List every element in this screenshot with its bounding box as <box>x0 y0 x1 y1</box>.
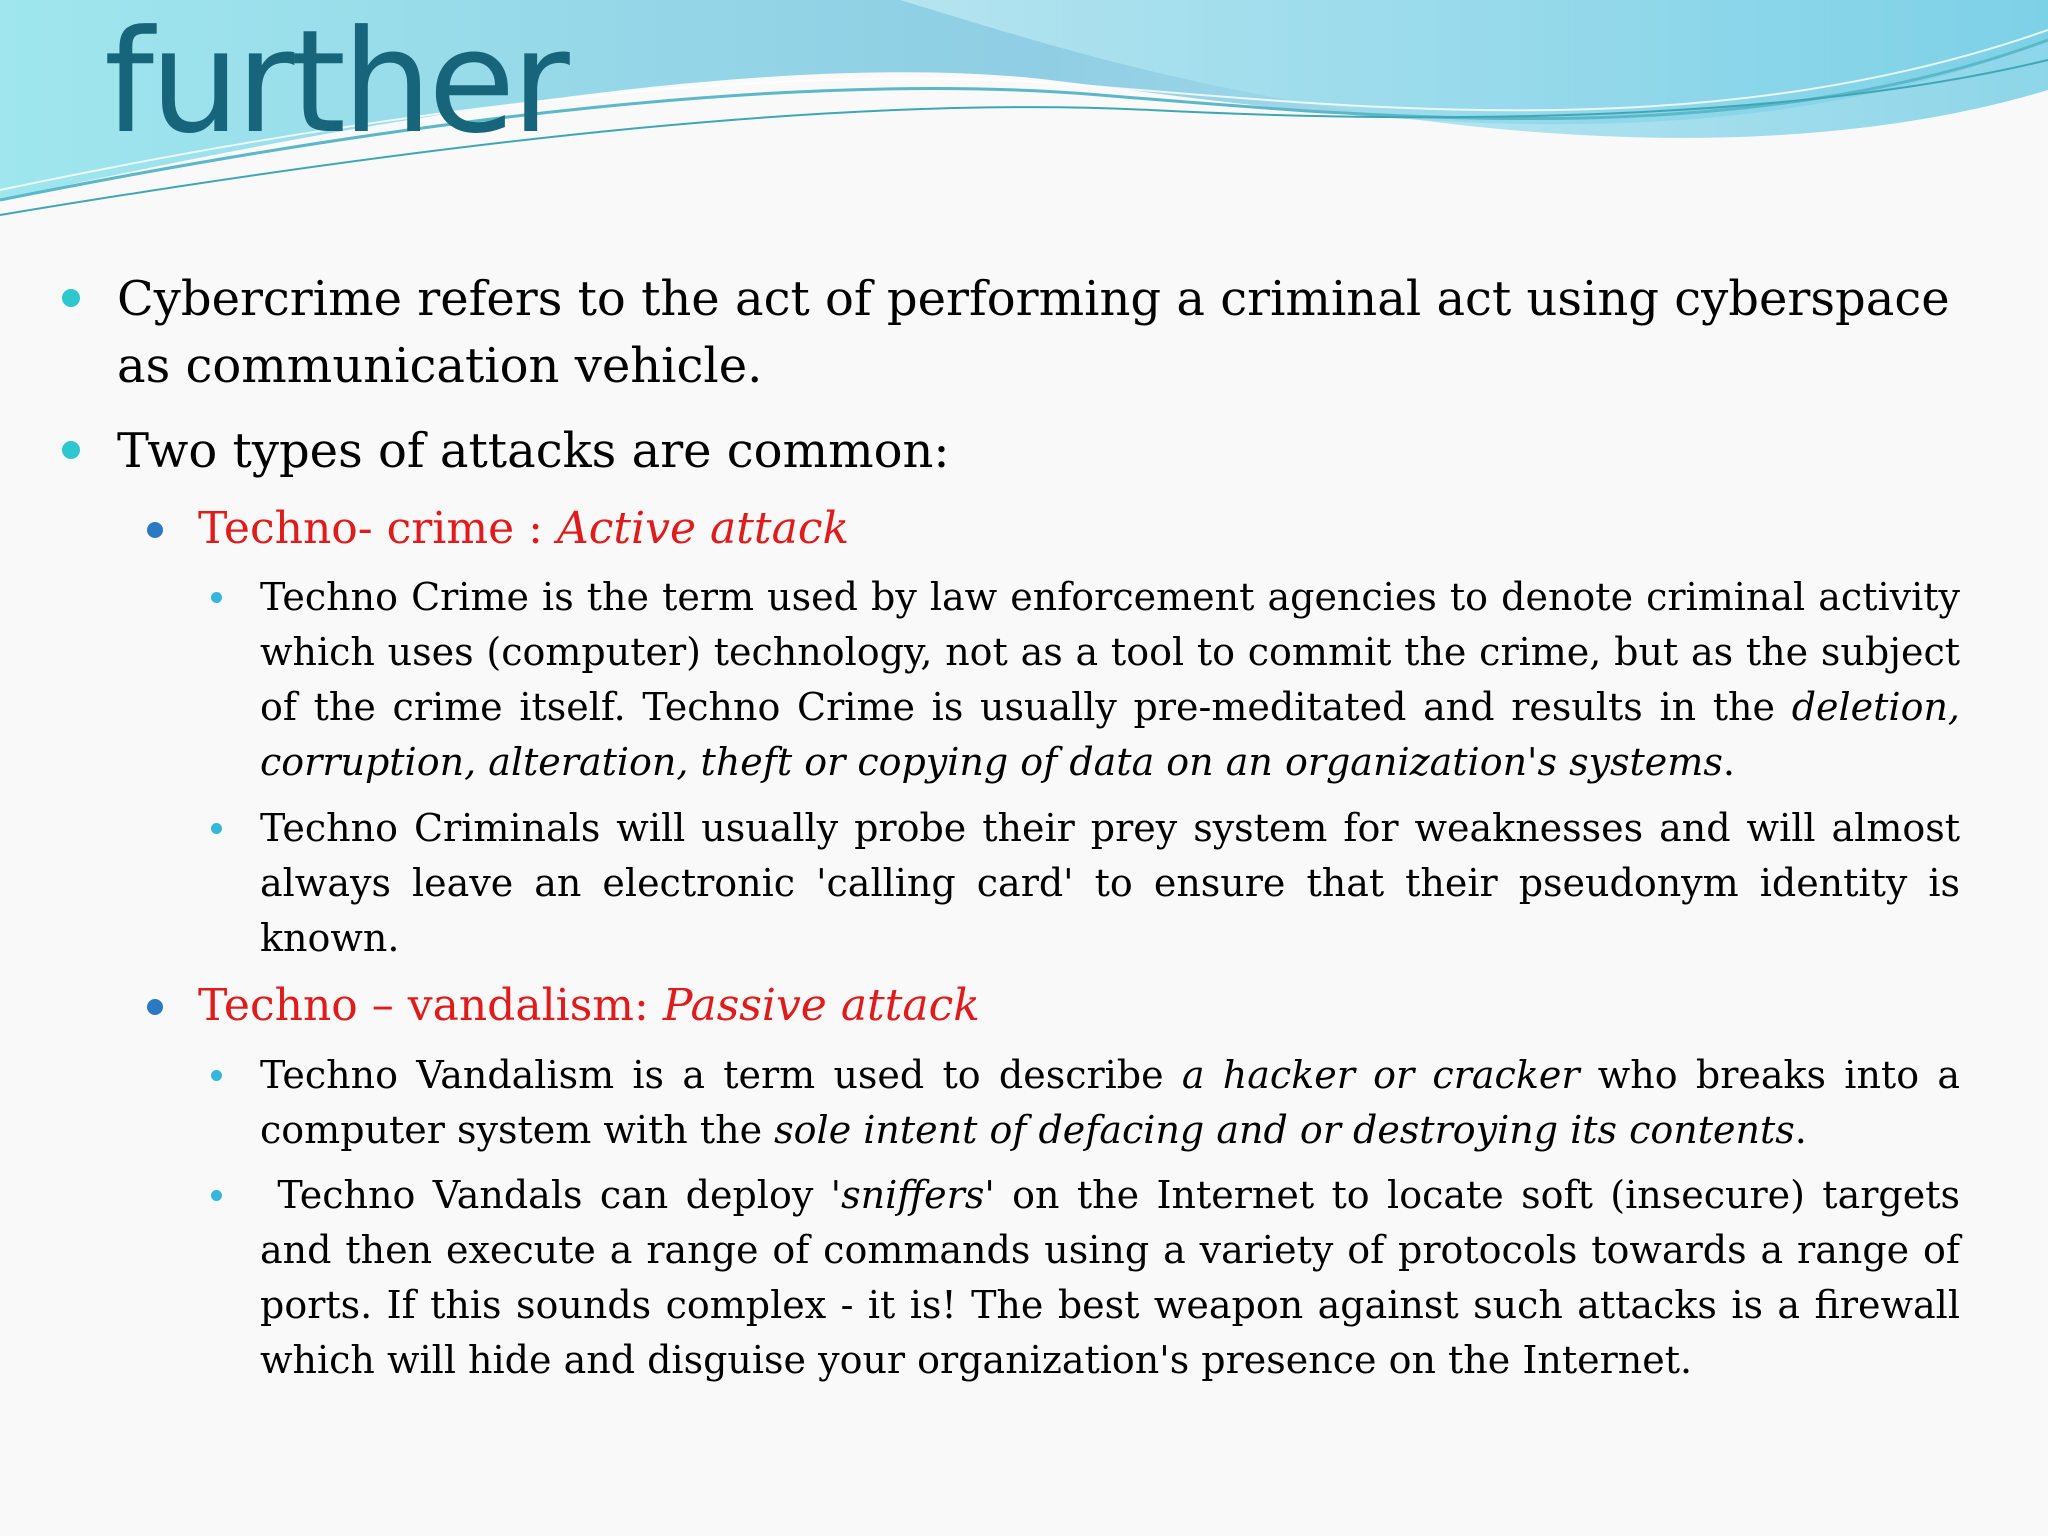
text-run: who breaks into a computer system with the <box>260 1053 1960 1152</box>
text-run: on the Internet to locate soft (insecure) targets and then execute a range of commands using a variety of protocols towards a range of ports. If this sounds complex - it is! The best weapon against such attacks is a firewall which will hide and disguise your organization's presence on the Internet. <box>260 1173 1973 1382</box>
subheading-techno-crime <box>198 498 1958 560</box>
bullet-dot-icon <box>62 441 80 459</box>
bullet-dot-icon <box>211 1190 222 1201</box>
techno-criminals-description: Techno Criminals will usually probe their prey system for weaknesses and will almost always leave an electronic 'calling card' to ensure that their pseudonym identity is known. <box>260 806 1960 960</box>
subheading-attack-type: Active attack <box>556 503 850 554</box>
text-run-italic: deletion, corruption, alteration, theft or copying of data on an organization's systems <box>260 685 1960 784</box>
bullet-dot-icon <box>62 289 80 307</box>
text-run: . <box>1794 1108 1807 1152</box>
subheading-label: Techno- crime : <box>198 503 557 554</box>
text-run: Techno Crime is the term used by law enforcement agencies to denote criminal activity which uses (computer) technology, not as a tool to commit the crime, but as the subject of the crime itself. Techno Crime is usually pre-meditated and results in the <box>260 575 1960 729</box>
text-run: . <box>1722 740 1735 784</box>
bullet-dot-icon <box>211 1070 222 1081</box>
text-run-italic: 'sniffers' <box>830 1173 995 1217</box>
subheading-techno-vandalism <box>198 975 1958 1037</box>
text-run-italic: a hacker or cracker <box>1181 1053 1580 1097</box>
bullet-dot-icon <box>211 823 222 834</box>
bullet-dot-icon <box>147 999 163 1015</box>
subheading-label: Techno – vandalism: <box>198 980 663 1031</box>
bullet-cybercrime-definition: Cybercrime refers to the act of performing a criminal act using cyberspace as communication vehicle. <box>117 271 1950 394</box>
text-run-italic: sole intent of defacing and or destroying its contents <box>774 1108 1795 1152</box>
subheading-attack-type: Passive attack <box>662 980 980 1031</box>
slide-title: further <box>104 0 566 165</box>
bullet-dot-icon <box>211 592 222 603</box>
bullet-two-types: Two types of attacks are common: <box>117 423 950 479</box>
techno-vandalism-description <box>260 1048 1960 1158</box>
techno-vandals-description <box>260 1168 1973 1388</box>
text-run: Techno Vandalism is a term used to describe <box>260 1053 1182 1097</box>
bullet-dot-icon <box>147 522 163 538</box>
techno-crime-description <box>260 570 1960 790</box>
text-run: Techno Vandals can deploy <box>260 1173 831 1217</box>
